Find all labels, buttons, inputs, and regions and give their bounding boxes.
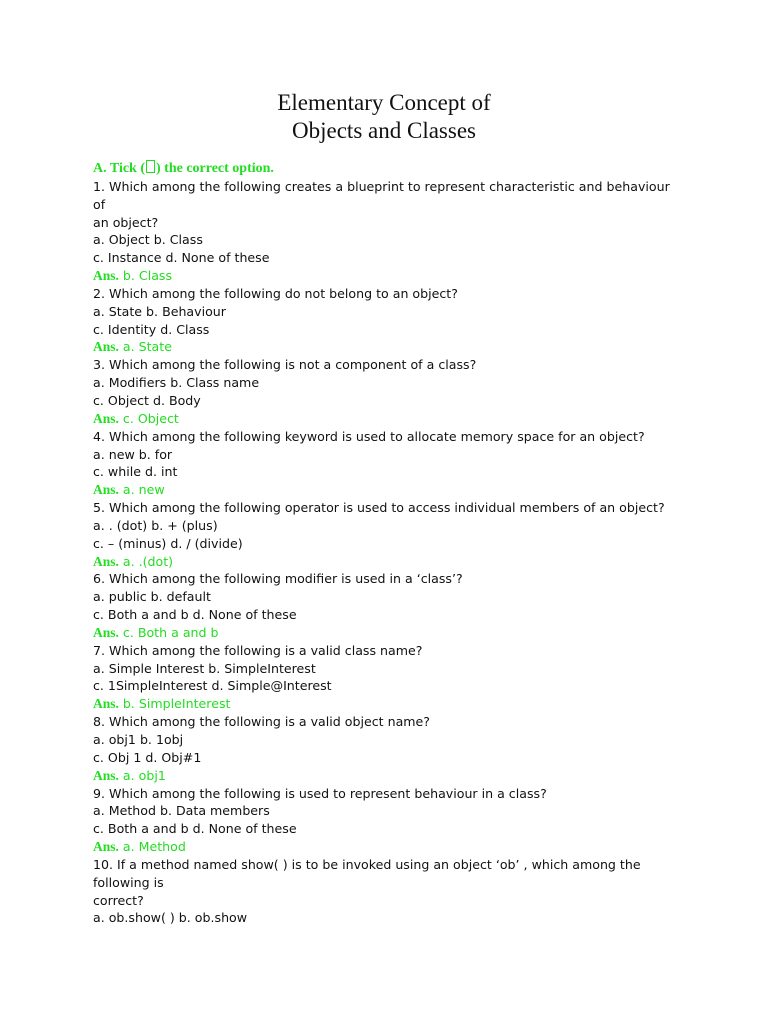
text-line: c. Object d. Body [93, 392, 201, 408]
text-line: c. Both a and b d. None of these [93, 607, 297, 623]
answer-text: a. new [122, 482, 165, 498]
text-line: a. Method b. Data members [93, 803, 270, 819]
text-line: c. Instance d. None of these [93, 250, 270, 266]
answer-text: a. Method [122, 839, 186, 855]
document-title-line-2: Objects and Classes [292, 118, 476, 143]
text-line: c. while d. int [93, 464, 178, 480]
answer-prefix: Ans. [93, 767, 119, 783]
answer-line [93, 267, 683, 285]
text-line: 5. Which among the following operator is used to access individual members of an object? [93, 500, 665, 516]
text-line: correct? [93, 892, 144, 908]
text-line: a. ob.show( ) b. ob.show [93, 910, 248, 926]
section-heading-suffix: ) the correct option. [156, 161, 274, 176]
answer-line [93, 410, 683, 428]
text-line: 7. Which among the following is a valid class name? [93, 642, 423, 658]
text-line: a. State b. Behaviour [93, 303, 226, 319]
answer-text: a. obj1 [122, 767, 166, 783]
answer-prefix: Ans. [93, 553, 119, 569]
text-line: c. – (minus) d. / (divide) [93, 535, 243, 551]
answer-line [93, 695, 683, 713]
answer-line [93, 767, 683, 785]
answer-prefix: Ans. [93, 839, 119, 855]
answer-text: c. Both a and b [122, 624, 219, 640]
text-line: c. 1SimpleInterest d. Simple@Interest [93, 678, 332, 694]
text-line: a. Modifiers b. Class name [93, 375, 260, 391]
answer-line [93, 838, 683, 856]
text-line: 6. Which among the following modifier is used in a ‘class’? [93, 571, 463, 587]
text-line: a. Object b. Class [93, 232, 203, 248]
text-line: a. new b. for [93, 446, 173, 462]
checkbox-glyph-icon [146, 160, 155, 173]
text-line: 9. Which among the following is used to represent behaviour in a class? [93, 785, 547, 801]
answer-prefix: Ans. [93, 339, 119, 355]
text-line: an object? [93, 214, 159, 230]
answer-prefix: Ans. [93, 624, 119, 640]
text-line: 4. Which among the following keyword is used to allocate memory space for an object? [93, 428, 645, 444]
answer-text: b. Class [122, 268, 173, 284]
text-line: a. obj1 b. 1obj [93, 732, 184, 747]
text-line: 8. Which among the following is a valid object name? [93, 714, 430, 730]
answer-text: b. SimpleInterest [122, 696, 231, 712]
question-list [93, 160, 683, 927]
text-line: c. Obj 1 d. Obj#1 [93, 749, 202, 765]
answer-line [93, 624, 683, 642]
text-line: following is [93, 874, 164, 890]
answer-prefix: Ans. [93, 482, 119, 498]
text-line: a. Simple Interest b. SimpleInterest [93, 660, 316, 676]
section-heading [93, 160, 683, 178]
text-line: c. Both a and b d. None of these [93, 821, 297, 837]
text-line: 3. Which among the following is not a component of a class? [93, 357, 477, 373]
text-line: 1. Which among the following creates a blueprint to represent characteristic and behaviour [93, 178, 670, 194]
text-line: a. . (dot) b. + (plus) [93, 517, 218, 533]
answer-line [93, 553, 683, 571]
text-line: c. Identity d. Class [93, 321, 210, 337]
document-title-line-1: Elementary Concept of [277, 90, 491, 115]
answer-line [93, 338, 683, 356]
answer-prefix: Ans. [93, 696, 119, 712]
answer-prefix: Ans. [93, 410, 119, 426]
answer-text: a. .(dot) [122, 553, 174, 569]
text-line: a. public b. default [93, 589, 211, 605]
text-line: of [93, 196, 106, 212]
text-line: 2. Which among the following do not belong to an object? [93, 285, 458, 301]
answer-text: c. Object [122, 410, 179, 426]
answer-prefix: Ans. [93, 268, 119, 284]
answer-text: a. State [122, 339, 172, 355]
answer-line [93, 481, 683, 499]
section-heading-prefix: A. Tick ( [93, 161, 145, 176]
text-line: 10. If a method named show( ) is to be invoked using an object ‘ob’ , which among the [93, 856, 641, 872]
